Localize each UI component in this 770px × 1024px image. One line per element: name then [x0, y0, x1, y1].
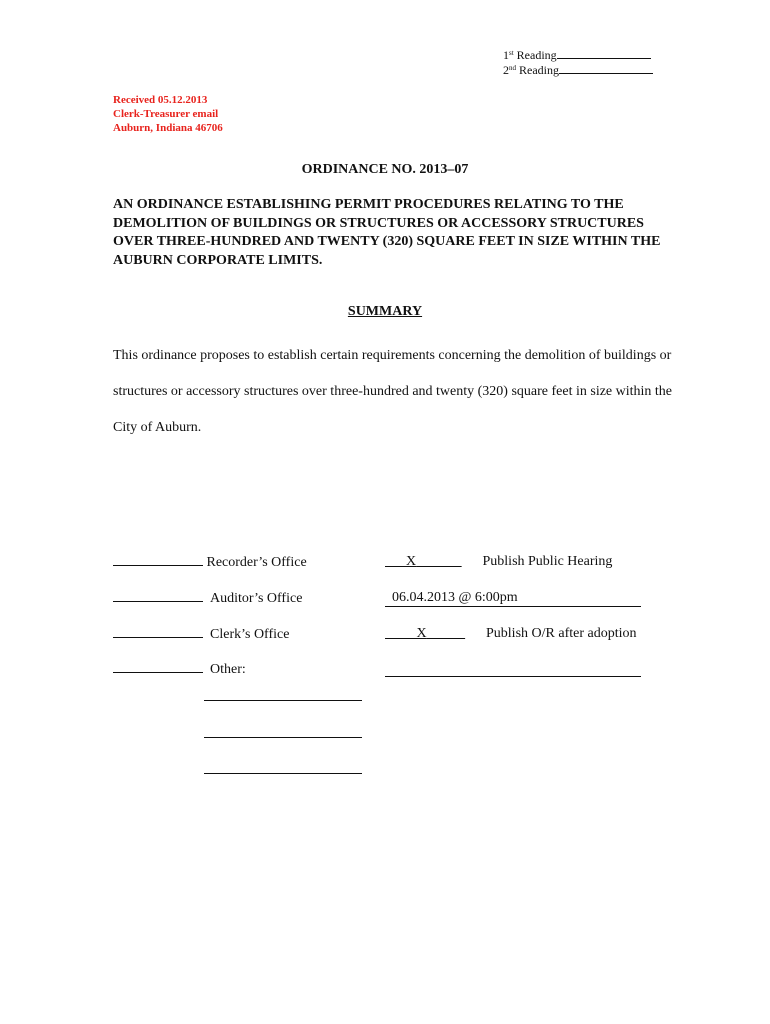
publish-hearing-label: Publish Public Hearing: [482, 554, 613, 569]
other-blank: [113, 660, 203, 673]
second-reading-label: Reading: [519, 63, 559, 77]
other-line-2: [204, 737, 362, 738]
auditors-office-blank: [113, 589, 203, 602]
ordinance-number: ORDINANCE NO. 2013–07: [301, 162, 469, 177]
publish-or-row: [385, 625, 637, 643]
received-location: Auburn, Indiana 46706: [113, 122, 223, 134]
auditors-office-label: Auditor’s Office: [210, 591, 303, 606]
publish-or-mark: X: [416, 626, 427, 641]
summary-text: This ordinance proposes to establish certain requirements concerning the demolition of buildings or structures or accessory structures over three-hundred and twenty (320) square feet in size within the City of Auburn.: [113, 348, 673, 435]
second-reading-line: [503, 62, 658, 78]
first-reading-suffix: st: [509, 49, 514, 57]
publish-or-mark-field: [385, 625, 479, 643]
second-reading-suffix: nd: [509, 64, 516, 72]
second-reading-blank: [559, 62, 653, 74]
ordinance-title: AN ORDINANCE ESTABLISHING PERMIT PROCEDURES RELATING TO THE DEMOLITION OF BUILDINGS OR STRUCTURES OR ACCESSORY STRUCTURES OVER THREE-HUNDRED AND TWENTY (320) SQUARE FEET IN SIZE WITHIN THE AUBURN CORPORATE LIMITS.: [113, 197, 661, 268]
other-row: [113, 660, 246, 679]
publish-or-label: Publish O/R after adoption: [486, 626, 637, 641]
first-reading-ordinal: 1: [503, 48, 509, 62]
publish-hearing-row: [385, 553, 612, 571]
hearing-datetime: 06.04.2013 @ 6:00pm: [392, 590, 518, 605]
publish-hearing-mark: X: [406, 554, 417, 569]
clerks-office-label: Clerk’s Office: [210, 627, 290, 642]
notes-line: [385, 676, 641, 677]
received-date: Received 05.12.2013: [113, 94, 208, 106]
first-reading-blank: [557, 47, 651, 59]
clerks-office-row: [113, 625, 289, 644]
auditors-office-row: [113, 589, 302, 608]
received-method: Clerk-Treasurer email: [113, 108, 219, 120]
other-line-1: [204, 700, 362, 701]
recorders-office-row: [113, 553, 307, 572]
recorders-office-blank: [113, 553, 203, 566]
first-reading-line: [503, 47, 658, 63]
other-label: Other:: [210, 662, 246, 677]
second-reading-ordinal: 2: [503, 63, 509, 77]
clerks-office-blank: [113, 625, 203, 638]
recorders-office-label: Recorder’s Office: [206, 555, 307, 570]
received-stamp: [113, 93, 223, 135]
first-reading-label: Reading: [516, 48, 557, 62]
hearing-datetime-field: [385, 589, 641, 607]
other-line-3: [204, 773, 362, 774]
publish-hearing-mark-field: [385, 553, 479, 571]
summary-heading: SUMMARY: [347, 304, 423, 319]
